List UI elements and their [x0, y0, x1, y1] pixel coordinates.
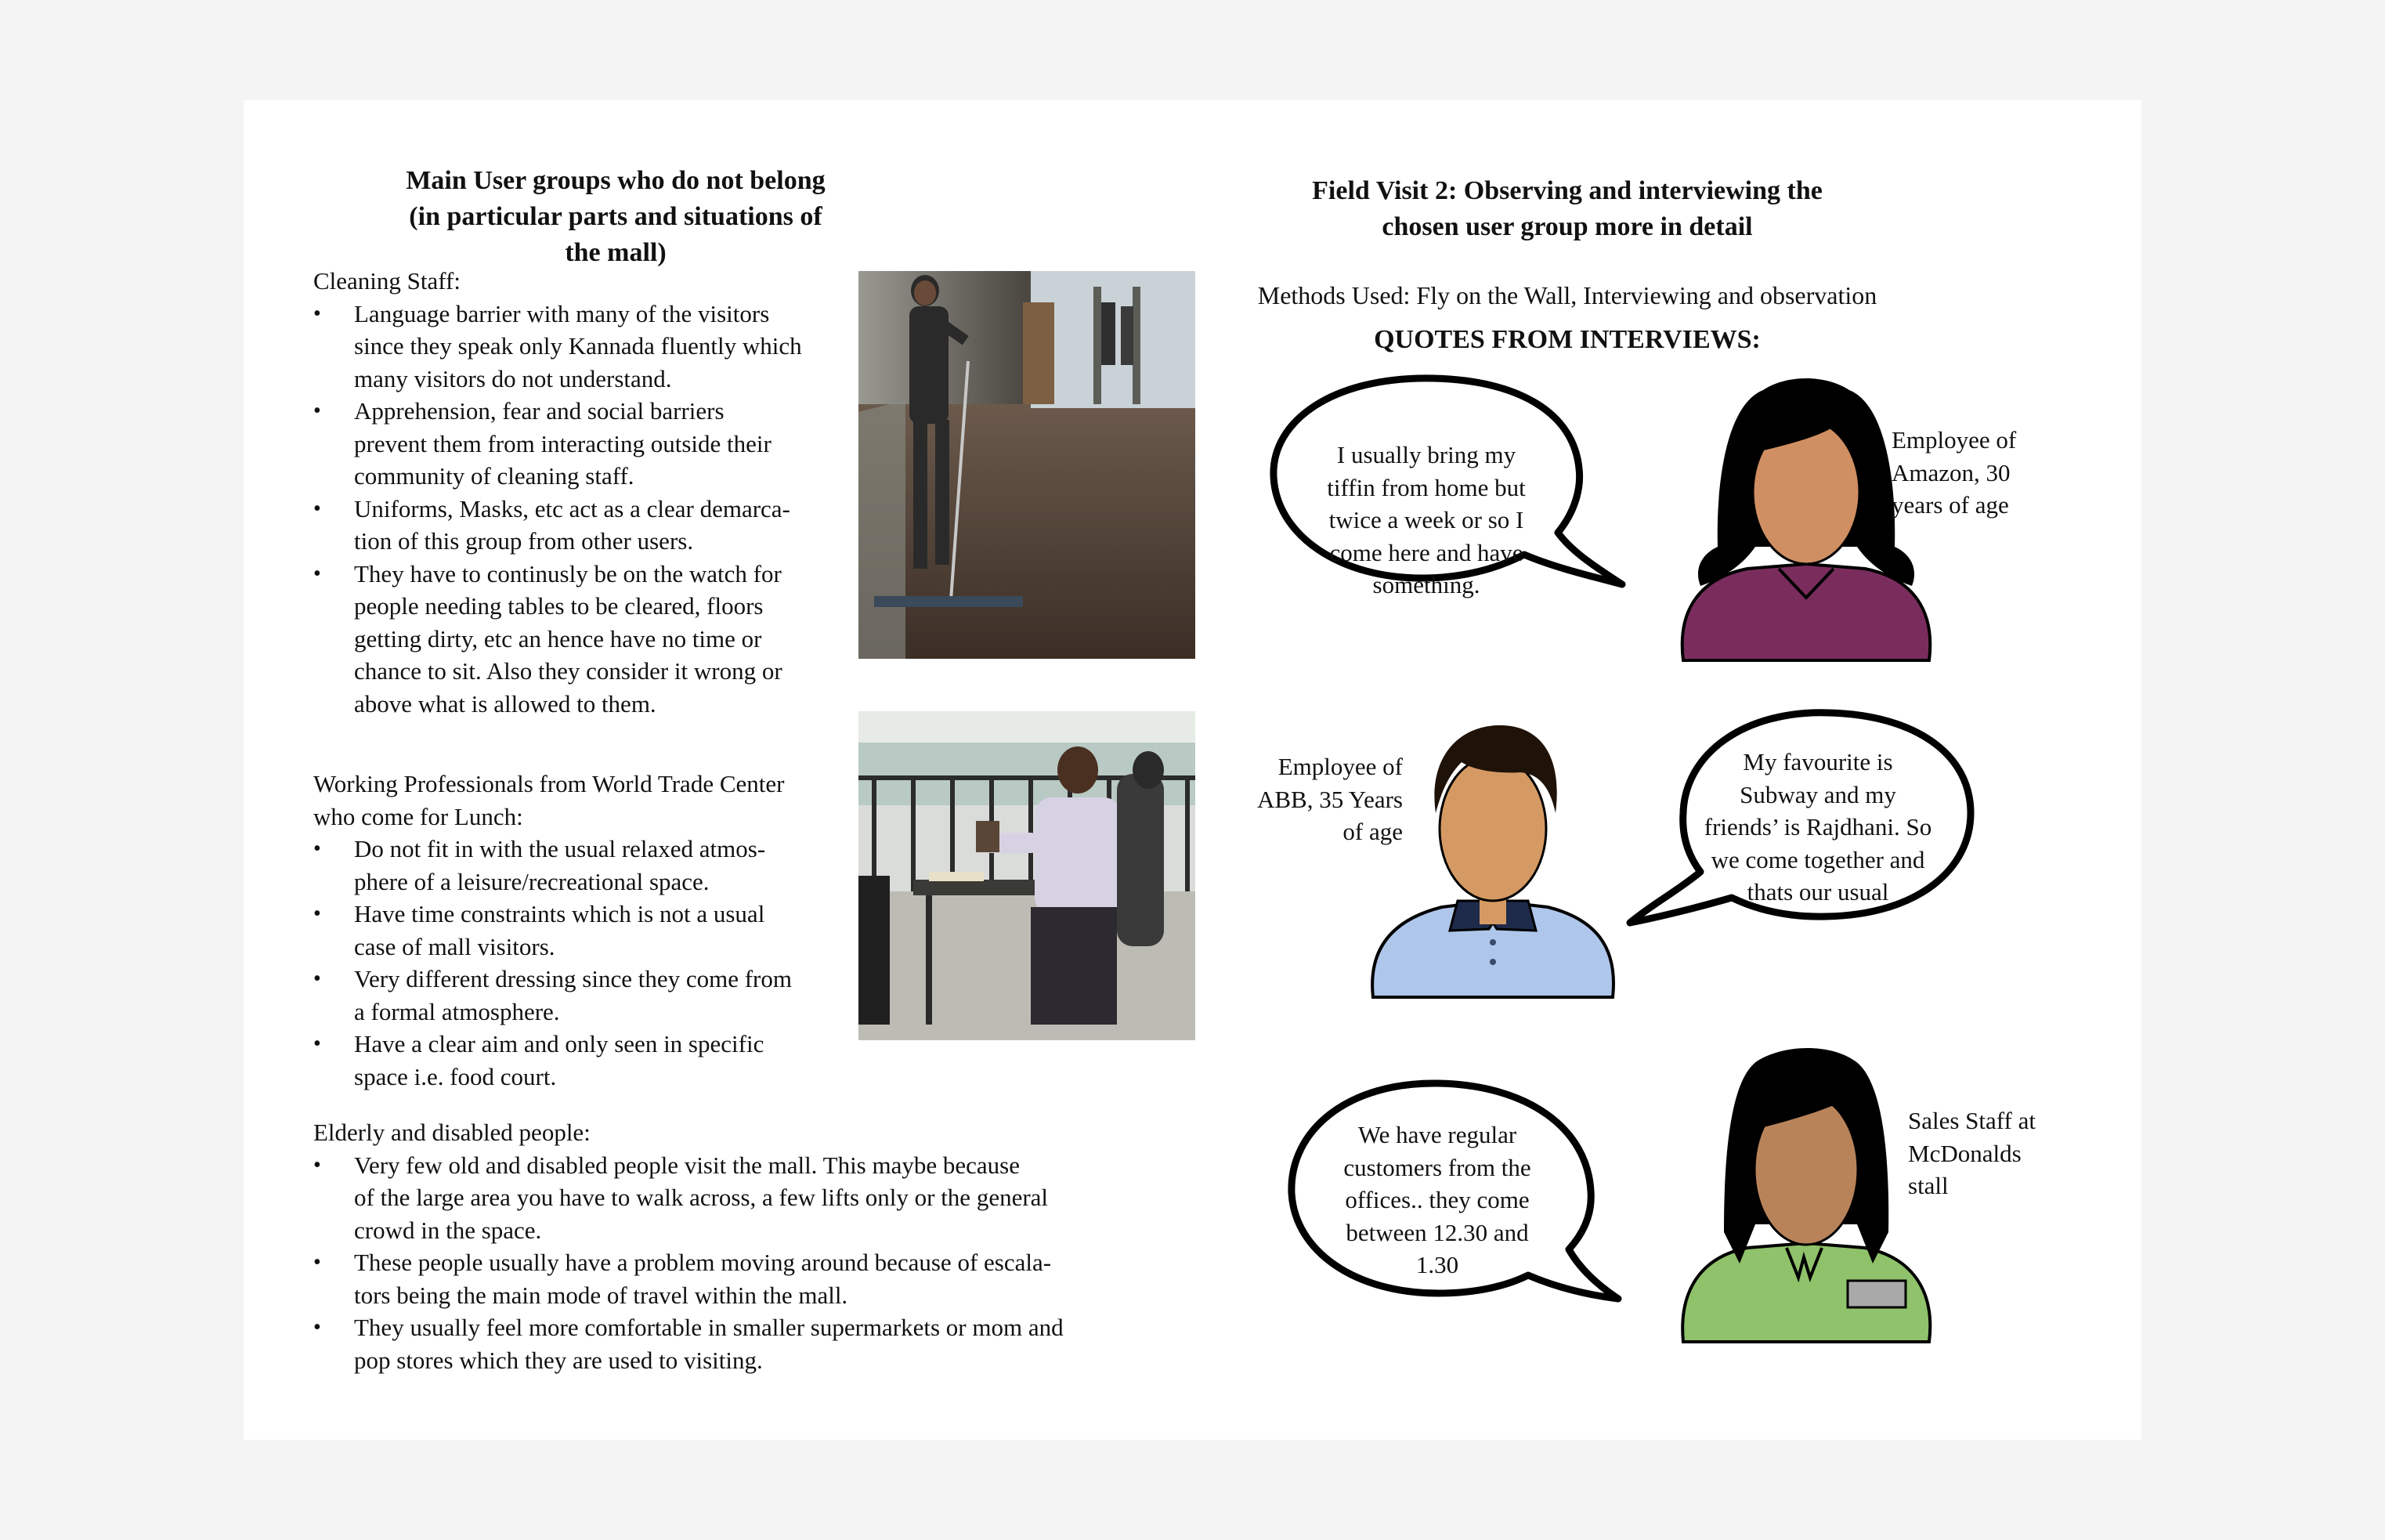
caption-amazon: [1892, 424, 2064, 522]
quote-line: My favourite is: [1743, 748, 1893, 775]
bullet-line: • Have a clear aim and only seen in specific: [354, 1030, 764, 1057]
caption-line: McDonalds: [1908, 1139, 2022, 1167]
list-item: [313, 963, 862, 1028]
bullet-line: community of cleaning staff.: [354, 462, 634, 490]
quote-line: something.: [1372, 571, 1480, 598]
bullet-line: of the large area you have to walk across, a few lifts only or the general: [354, 1184, 1049, 1211]
professional-photo-art: [858, 711, 1195, 1040]
left-title-line1: Main User groups who do not belong: [406, 166, 826, 195]
caption-line: Employee of: [1892, 426, 2017, 454]
quote-line: tiffin from home but: [1327, 473, 1526, 501]
list-item: [313, 1311, 1175, 1376]
professionals-section: [313, 768, 862, 1093]
elderly-section: [313, 1116, 1175, 1376]
bullet-line: above what is allowed to them.: [354, 689, 656, 718]
quote-line: offices.. they come: [1345, 1186, 1530, 1213]
avatar-mcdonalds-staff: [1669, 1028, 1943, 1350]
quote-line: come here and have: [1329, 538, 1523, 566]
bullet-line: pop stores which they are used to visiting.: [354, 1346, 763, 1374]
bullet-line: • These people usually have a problem moving around because of escala-: [354, 1249, 1052, 1276]
list-item: [313, 558, 862, 721]
quote-mcdonalds: [1308, 1119, 1567, 1282]
list-item: [313, 493, 862, 558]
right-title: [1254, 173, 1881, 245]
cleaning-staff-heading: Cleaning Staff:: [313, 267, 461, 295]
bullet-line: getting dirty, etc an hence have no time or: [354, 624, 762, 653]
bullet-line: space i.e. food court.: [354, 1062, 557, 1090]
right-title-line1: Field Visit 2: Observing and interviewing the: [1312, 176, 1823, 205]
quote-line: 1.30: [1415, 1251, 1459, 1278]
cleaning-staff-section: [313, 265, 862, 720]
list-item: [313, 1149, 1175, 1247]
quote-line: We have regular: [1357, 1121, 1517, 1148]
quote-line: thats our usual: [1747, 878, 1889, 906]
bullet-line: crowd in the space.: [354, 1216, 542, 1244]
bullet-line: • Do not fit in with the usual relaxed atmos-: [354, 835, 766, 862]
bullet-line: • Language barrier with many of the visitors: [354, 299, 770, 327]
quote-line: between 12.30 and: [1346, 1218, 1529, 1246]
caption-line: years of age: [1892, 491, 2009, 519]
professionals-heading-line2: who come for Lunch:: [313, 802, 523, 830]
bullet-line: chance to sit. Also they consider it wrong or: [354, 657, 782, 685]
name-badge: [1848, 1281, 1906, 1307]
bullet-line: since they speak only Kannada fluently which: [354, 332, 802, 360]
elderly-heading: Elderly and disabled people:: [313, 1119, 591, 1146]
quote-abb: [1685, 746, 1951, 909]
professionals-list: [313, 833, 862, 1093]
quote-line: twice a week or so I: [1328, 506, 1524, 533]
professionals-heading-line1: Working Professionals from World Trade Center: [313, 770, 785, 797]
cleaning-staff-photo: [858, 271, 1195, 659]
quotes-heading: QUOTES FROM INTERVIEWS:: [1374, 325, 1761, 354]
quote-line: we come together and: [1711, 845, 1925, 873]
list-item: [313, 1028, 862, 1093]
bullet-line: case of mall visitors.: [354, 932, 555, 960]
quote-line: friends’ is Rajdhani. So: [1704, 813, 1932, 840]
right-title-line2: chosen user group more in detail: [1382, 212, 1753, 241]
caption-line: Amazon, 30: [1892, 458, 2011, 486]
quote-amazon: [1293, 439, 1559, 602]
bullet-line: prevent them from interacting outside their: [354, 429, 772, 457]
professional-photo: [858, 711, 1195, 1040]
bullet-line: • They have to continusly be on the watch for: [354, 559, 782, 587]
elderly-list: [313, 1149, 1175, 1377]
list-item: [313, 1246, 1175, 1311]
caption-mcdonalds: [1908, 1104, 2080, 1202]
caption-line: stall: [1908, 1172, 1949, 1199]
list-item: [313, 833, 862, 898]
left-title-line2: (in particular parts and situations of the mall): [409, 202, 822, 267]
bullet-line: a formal atmosphere.: [354, 997, 560, 1025]
list-item: [313, 298, 862, 396]
left-title: [400, 163, 831, 271]
avatar-abb-employee: [1364, 696, 1622, 1009]
caption-line: Sales Staff at: [1908, 1107, 2036, 1134]
caption-line: Employee of: [1277, 753, 1403, 780]
bullet-line: tion of this group from other users.: [354, 527, 694, 555]
list-item: [313, 898, 862, 963]
bullet-line: • Very few old and disabled people visit the mall. This maybe because: [354, 1151, 1020, 1179]
bullet-line: tors being the main mode of travel within the mall.: [354, 1281, 848, 1309]
caption-line: of age: [1342, 818, 1403, 845]
quote-line: I usually bring my: [1336, 441, 1516, 468]
bullet-line: • Very different dressing since they come from: [354, 965, 792, 992]
bullet-line: • Have time constraints which is not a usual: [354, 900, 765, 927]
cleaning-staff-list: [313, 298, 862, 721]
page-sheet: [244, 100, 2141, 1440]
bullet-line: phere of a leisure/recreational space.: [354, 867, 710, 895]
quote-line: Subway and my: [1740, 780, 1896, 808]
methods-used: Methods Used: Fly on the Wall, Interviewing and observation: [1257, 281, 1877, 309]
quote-line: customers from the: [1343, 1153, 1531, 1181]
bullet-line: people needing tables to be cleared, floors: [354, 592, 764, 620]
list-item: [313, 395, 862, 493]
bullet-line: • Apprehension, fear and social barriers: [354, 397, 725, 425]
bullet-line: • Uniforms, Masks, etc act as a clear demarca-: [354, 494, 790, 522]
bullet-line: many visitors do not understand.: [354, 364, 672, 392]
caption-line: ABB, 35 Years: [1256, 785, 1403, 813]
bullet-line: • They usually feel more comfortable in smaller supermarkets or mom and: [354, 1314, 1064, 1341]
cleaning-staff-photo-art: [858, 271, 1195, 659]
